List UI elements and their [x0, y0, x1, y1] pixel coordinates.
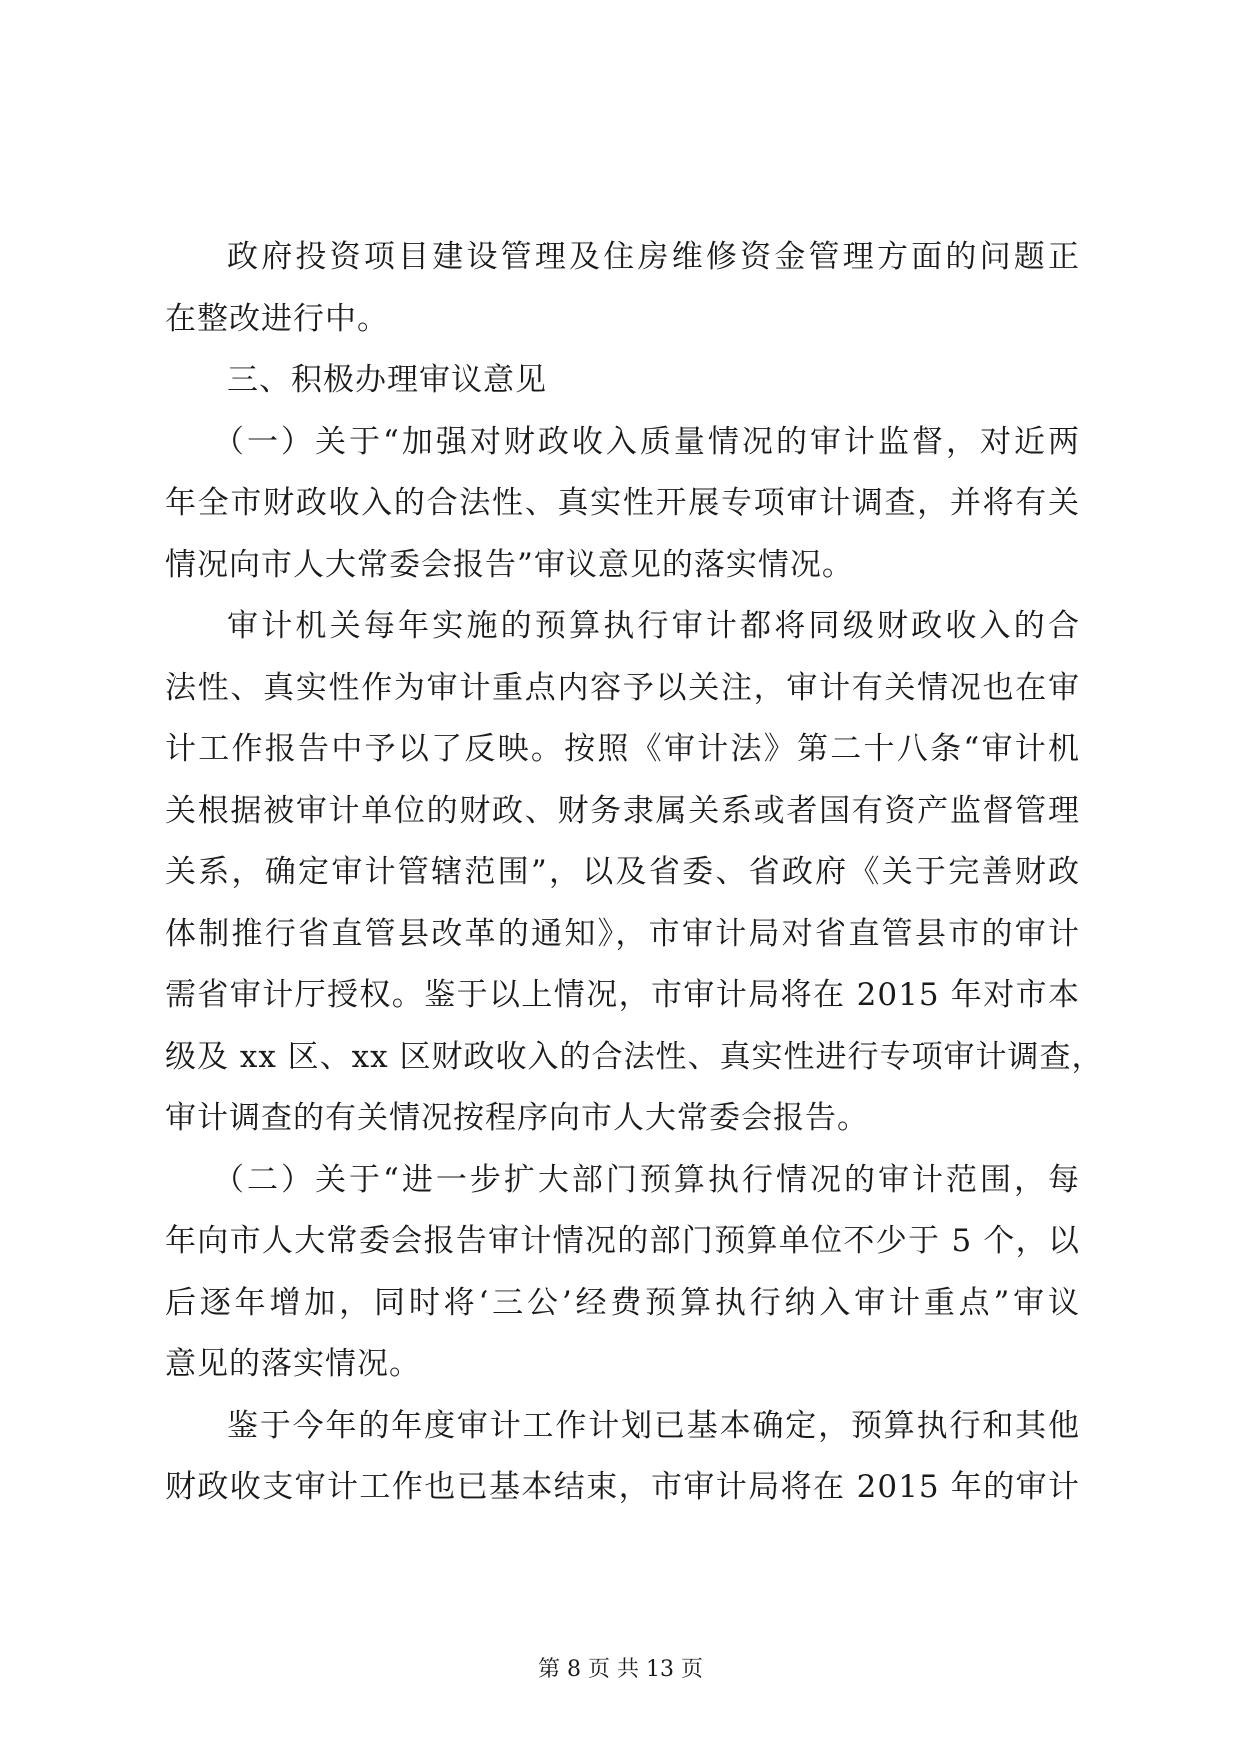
subsection-heading: （一）关于“加强对财政收入质量情况的审计监督，对近两: [213, 423, 1080, 460]
text-line: 后逐年增加，同时将‘三公’经费预算执行纳入审计重点”审议: [165, 1284, 1080, 1321]
text-line: 级及 xx 区、xx 区财政收入的合法性、真实性进行专项审计调查，: [165, 1038, 1104, 1075]
text-line: 年向市人大常委会报告审计情况的部门预算单位不少于 5 个，以: [165, 1223, 1080, 1259]
text-line: 体制推行省直管县改革的通知》，市审计局对省直管县市的审计: [165, 915, 1080, 952]
text-line: 意见的落实情况。: [165, 1346, 421, 1382]
subsection-heading: （二）关于“进一步扩大部门预算执行情况的审计范围，每: [213, 1161, 1080, 1198]
text-line: 财政收支审计工作也已基本结束，市审计局将在 2015 年的审计: [165, 1469, 1080, 1505]
text-line: 鉴于今年的年度审计工作计划已基本确定，预算执行和其他: [227, 1407, 1080, 1444]
document-body: [165, 227, 1104, 1519]
text-line: 在整改进行中。: [165, 300, 389, 337]
section-heading: 三、积极办理审议意见: [227, 362, 547, 398]
text-line: 法性、真实性作为审计重点内容予以关注，审计有关情况也在审: [165, 669, 1080, 706]
text-line: 政府投资项目建设管理及住房维修资金管理方面的问题正: [227, 239, 1080, 275]
text-line: 需省审计厅授权。鉴于以上情况，市审计局将在 2015 年对市本: [165, 977, 1080, 1013]
text-line: 计工作报告中予以了反映。按照《审计法》第二十八条“审计机: [165, 731, 1080, 767]
text-line: 审计机关每年实施的预算执行审计都将同级财政收入的合: [227, 608, 1080, 644]
text-line: 情况向市人大常委会报告”审议意见的落实情况。: [165, 546, 854, 583]
text-line: 关系，确定审计管辖范围”，以及省委、省政府《关于完善财政: [165, 854, 1080, 890]
text-line: 审计调查的有关情况按程序向市人大常委会报告。: [165, 1100, 869, 1136]
text-line: 关根据被审计单位的财政、财务隶属关系或者国有资产监督管理: [165, 792, 1080, 829]
text-line: 年全市财政收入的合法性、真实性开展专项审计调查，并将有关: [165, 485, 1080, 521]
page-number-footer: 第 8 页 共 13 页: [538, 1657, 703, 1682]
